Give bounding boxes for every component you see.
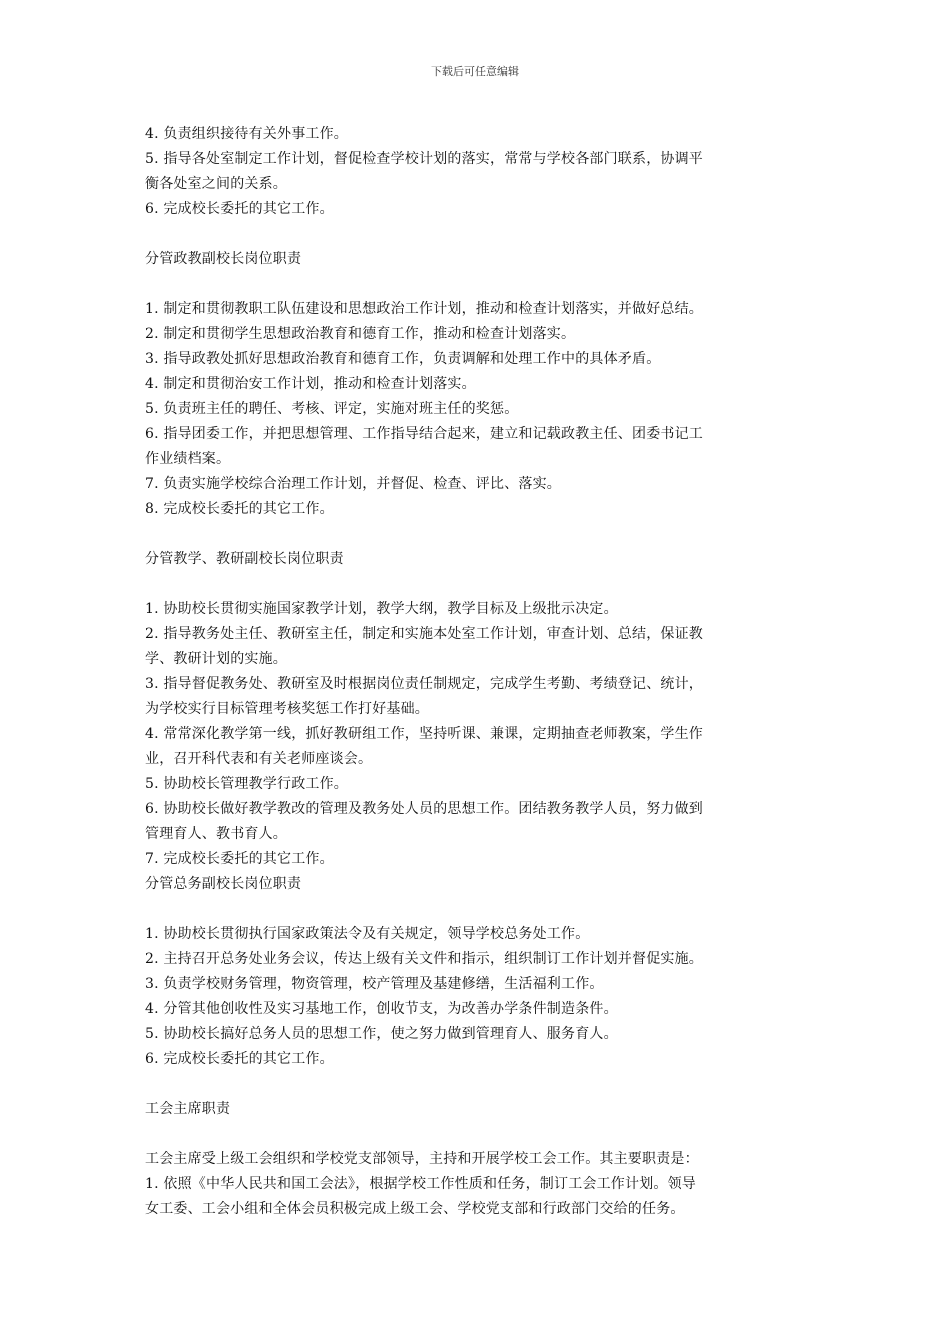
- spacer: [145, 272, 810, 297]
- text-line: 3. 指导政教处抓好思想政治教育和德育工作，负责调解和处理工作中的具体矛盾。: [145, 351, 661, 367]
- text-line: 7. 负责实施学校综合治理工作计划，并督促、检查、评比、落实。: [145, 476, 562, 492]
- text-line: 2. 指导教务处主任、教研室主任，制定和实施本处室工作计划，审查计划、总结，保证教: [145, 626, 704, 642]
- text-line: 3. 负责学校财务管理，物资管理，校产管理及基建修缮，生活福利工作。: [145, 976, 604, 992]
- text-line: 6. 完成校长委托的其它工作。: [145, 201, 334, 217]
- text-line: 4. 常常深化教学第一线，抓好教研组工作，坚持听课、兼课，定期抽查老师教案，学生作: [145, 726, 704, 742]
- text-line: 学、教研计划的实施。: [145, 651, 287, 667]
- text-line: 2. 主持召开总务处业务会议，传达上级有关文件和指示，组织制订工作计划并督促实施。: [145, 951, 704, 967]
- section-teaching-vice-principal: [145, 547, 810, 872]
- text-line: 5. 协助校长管理教学行政工作。: [145, 776, 349, 792]
- section-title: 工会主席职责: [145, 1101, 231, 1117]
- text-line: 6. 协助校长做好教学教改的管理及教务处人员的思想工作。团结教务教学人员，努力做到: [145, 801, 704, 817]
- section-title: 分管总务副校长岗位职责: [145, 876, 302, 892]
- section-general-affairs-vice-principal: [145, 872, 810, 1072]
- section-title: 分管教学、教研副校长岗位职责: [145, 551, 344, 567]
- text-line: 3. 指导督促教务处、教研室及时根据岗位责任制规定，完成学生考勤、考绩登记、统计，: [145, 676, 704, 692]
- document-body: [145, 122, 810, 1222]
- text-line: 4. 制定和贯彻治安工作计划，推动和检查计划落实。: [145, 376, 476, 392]
- text-line: 为学校实行目标管理考核奖惩工作打好基础。: [145, 701, 429, 717]
- text-line: 2. 制定和贯彻学生思想政治教育和德育工作，推动和检查计划落实。: [145, 326, 576, 342]
- page-header: 下载后可任意编辑: [431, 65, 519, 78]
- spacer: [145, 572, 810, 597]
- spacer: [145, 897, 810, 922]
- text-line: 女工委、工会小组和全体会员积极完成上级工会、学校党支部和行政部门交给的任务。: [145, 1201, 685, 1217]
- text-line: 作业绩档案。: [145, 451, 231, 467]
- text-line: 1. 制定和贯彻教职工队伍建设和思想政治工作计划，推动和检查计划落实，并做好总结。: [145, 301, 704, 317]
- text-line: 1. 依照《中华人民共和国工会法》，根据学校工作性质和任务，制订工会工作计划。领导: [145, 1176, 697, 1192]
- intro-block: [145, 122, 810, 222]
- text-line: 工会主席受上级工会组织和学校党支部领导，主持和开展学校工会工作。其主要职责是：: [145, 1151, 699, 1167]
- text-line: 1. 协助校长贯彻执行国家政策法令及有关规定，领导学校总务处工作。: [145, 926, 590, 942]
- text-line: 5. 负责班主任的聘任、考核、评定，实施对班主任的奖惩。: [145, 401, 519, 417]
- text-line: 5. 指导各处室制定工作计划，督促检查学校计划的落实，常常与学校各部门联系，协调平: [145, 151, 704, 167]
- text-line: 4. 分管其他创收性及实习基地工作，创收节支，为改善办学条件制造条件。: [145, 1001, 618, 1017]
- spacer: [145, 1122, 810, 1147]
- section-title: 分管政教副校长岗位职责: [145, 251, 302, 267]
- text-line: 业，召开科代表和有关老师座谈会。: [145, 751, 373, 767]
- section-political-vice-principal: [145, 247, 810, 522]
- spacer: [145, 222, 810, 247]
- text-line: 衡各处室之间的关系。: [145, 176, 287, 192]
- text-line: 8. 完成校长委托的其它工作。: [145, 501, 334, 517]
- text-line: 1. 协助校长贯彻实施国家教学计划，教学大纲，教学目标及上级批示决定。: [145, 601, 618, 617]
- text-line: 管理育人、教书育人。: [145, 826, 287, 842]
- text-line: 6. 完成校长委托的其它工作。: [145, 1051, 334, 1067]
- section-union-chairman: [145, 1097, 810, 1222]
- text-line: 7. 完成校长委托的其它工作。: [145, 851, 334, 867]
- text-line: 5. 协助校长搞好总务人员的思想工作，使之努力做到管理育人、服务育人。: [145, 1026, 618, 1042]
- text-line: 4. 负责组织接待有关外事工作。: [145, 126, 349, 142]
- spacer: [145, 522, 810, 547]
- text-line: 6. 指导团委工作，并把思想管理、工作指导结合起来，建立和记载政教主任、团委书记工: [145, 426, 704, 442]
- spacer: [145, 1072, 810, 1097]
